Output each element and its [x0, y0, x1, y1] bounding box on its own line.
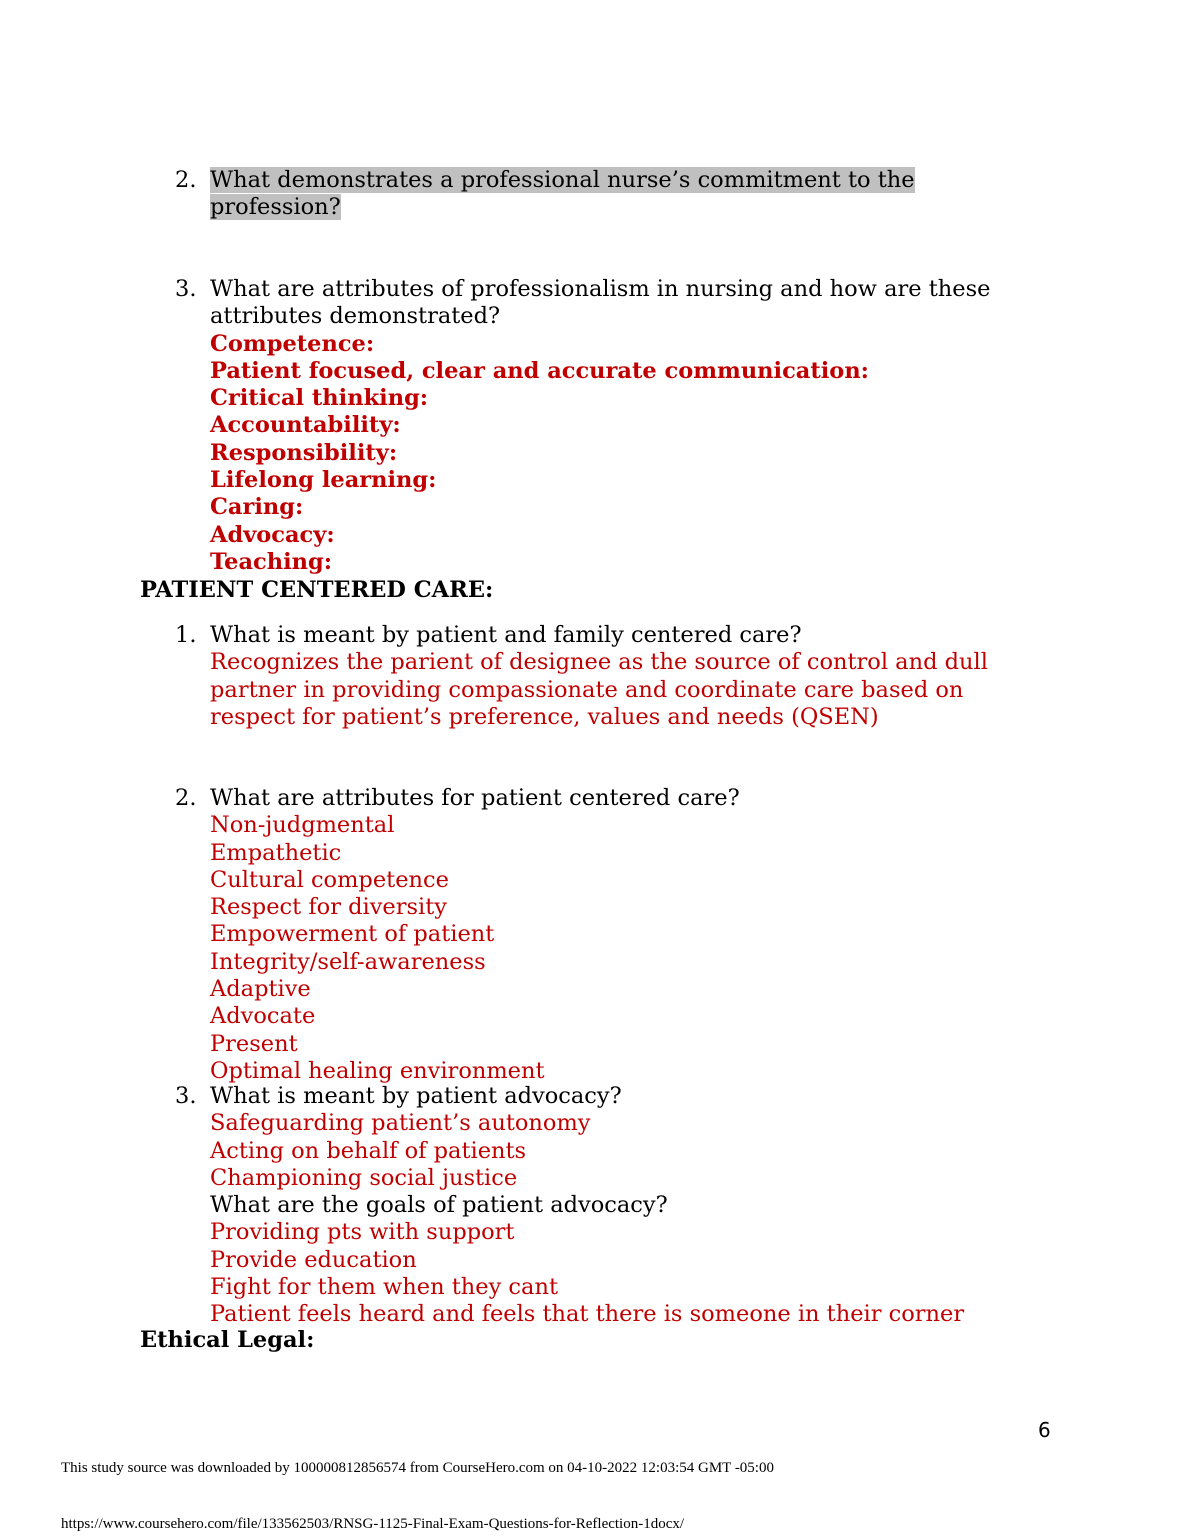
answer-responsibility: Responsibility: — [210, 439, 398, 466]
answer-lifelong-learning: Lifelong learning: — [210, 467, 437, 494]
section-heading-ethical-legal: Ethical Legal: — [140, 1327, 315, 1353]
answer-accountability: Accountability: — [210, 412, 401, 439]
question-number: 3. — [175, 276, 197, 302]
answer-item: Safeguarding patient’s autonomy — [210, 1110, 591, 1137]
section-heading-patient-centered-care: PATIENT CENTERED CARE: — [140, 577, 494, 603]
answer-item: Integrity/self-awareness — [210, 948, 486, 975]
question-number: 3. — [175, 1083, 197, 1109]
answer-item: Present — [210, 1030, 298, 1057]
answer-competence: Competence: — [210, 330, 375, 357]
answer-advocacy: Advocacy: — [210, 521, 335, 548]
answer-communication: Patient focused, clear and accurate communication: — [210, 357, 869, 384]
sub-question-text: What are the goals of patient advocacy? — [210, 1192, 668, 1219]
answer-item: Optimal healing environment — [210, 1057, 545, 1084]
answer-item: Championing social justice — [210, 1164, 518, 1191]
answer-item: Acting on behalf of patients — [210, 1137, 527, 1164]
question-text-line-2: attributes demonstrated? — [210, 303, 501, 330]
answer-critical-thinking: Critical thinking: — [210, 385, 429, 412]
answer-item: Provide education — [210, 1246, 417, 1273]
answer-item: Empowerment of patient — [210, 921, 495, 948]
question-text-line-2: profession? — [210, 194, 341, 221]
source-url: https://www.coursehero.com/file/133562503/RNSG-1125-Final-Exam-Questions-for-Reflection-1docx/ — [61, 1516, 685, 1532]
answer-line: partner in providing compassionate and coordinate care based on — [210, 676, 964, 703]
answer-item: Patient feels heard and feels that there is someone in their corner — [210, 1301, 965, 1328]
question-text: What is meant by patient and family centered care? — [210, 622, 802, 648]
answer-item: Respect for diversity — [210, 894, 447, 921]
question-text-line-1: What demonstrates a professional nurse’s commitment to the — [210, 167, 915, 193]
question-family-centered-care — [175, 622, 1045, 731]
answer-item: Fight for them when they cant — [210, 1274, 558, 1301]
question-text-line-1: What are attributes of professionalism in nursing and how are these — [210, 276, 991, 302]
question-number: 2. — [175, 167, 197, 193]
answer-item: Non-judgmental — [210, 812, 395, 839]
answer-line: Recognizes the parient of designee as the source of control and dull — [210, 649, 988, 676]
answer-item: Adaptive — [210, 976, 311, 1003]
answer-line: respect for patient’s preference, values and needs (QSEN) — [210, 703, 879, 730]
question-attributes-patient-centered-care — [175, 785, 1045, 1085]
answer-caring: Caring: — [210, 494, 304, 521]
answer-item: Empathetic — [210, 839, 342, 866]
answer-item: Providing pts with support — [210, 1219, 515, 1246]
answer-item: Cultural competence — [210, 866, 449, 893]
page-number: 6 — [1038, 1418, 1051, 1442]
question-commitment — [175, 167, 1045, 222]
question-text: What are attributes for patient centered care? — [210, 785, 740, 811]
question-text: What is meant by patient advocacy? — [210, 1083, 622, 1109]
question-number: 2. — [175, 785, 197, 811]
question-number: 1. — [175, 622, 197, 648]
question-patient-advocacy — [175, 1083, 1045, 1329]
answer-item: Advocate — [210, 1003, 316, 1030]
download-notice: This study source was downloaded by 100000812856574 from CourseHero.com on 04-10-2022 12:03:54 GMT -05:00 — [61, 1460, 774, 1476]
answer-teaching: Teaching: — [210, 548, 333, 575]
question-attributes-professionalism — [175, 276, 1045, 576]
